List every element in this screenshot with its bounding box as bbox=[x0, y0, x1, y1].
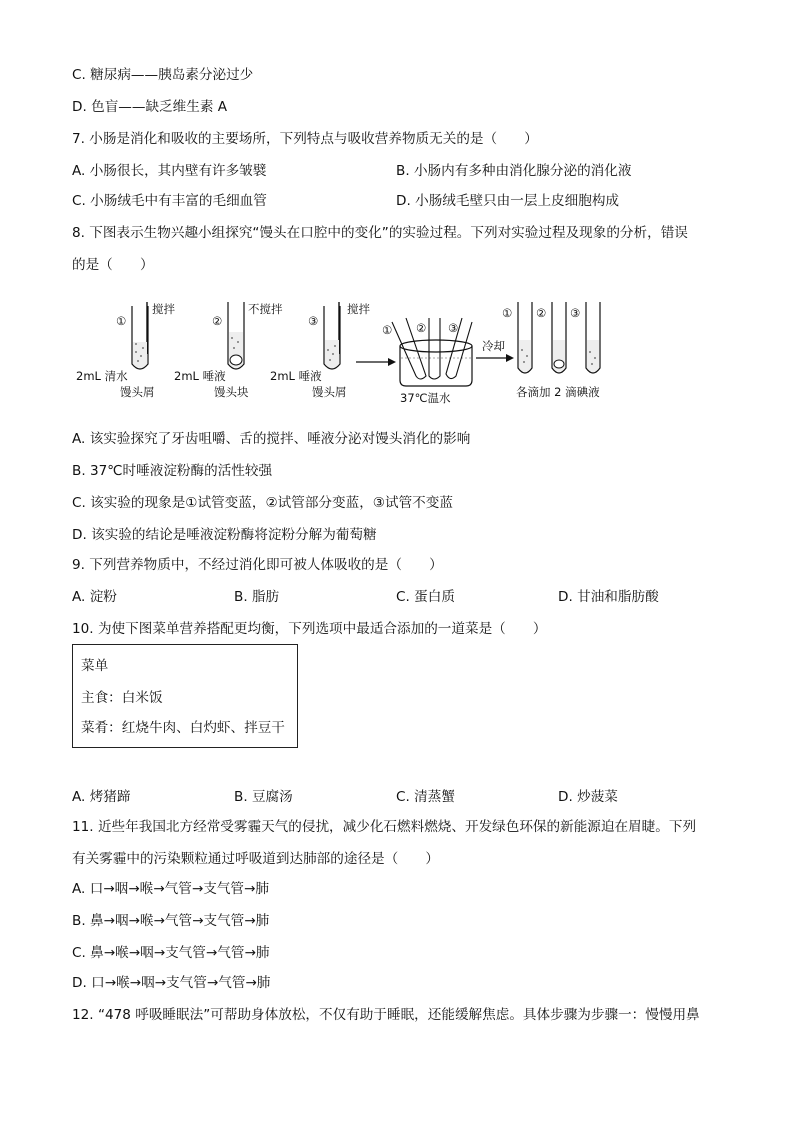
q11-option-c: C. 鼻→喉→咽→支气管→气管→肺 bbox=[72, 945, 270, 961]
q10-option-a: A. 烤猪蹄 bbox=[72, 789, 131, 805]
q10-stem: 10. 为使下图菜单营养搭配更均衡，下列选项中最适合添加的一道菜是（ ） bbox=[72, 621, 547, 637]
tube-2-liquid: 2mL 唾液 bbox=[174, 369, 226, 383]
water-bath bbox=[382, 318, 472, 405]
tube-2-action: 不搅拌 bbox=[248, 302, 283, 316]
q8-option-d: D. 该实验的结论是唾液淀粉酶将淀粉分解为葡萄糖 bbox=[72, 527, 377, 543]
tube-3-liquid: 2mL 唾液 bbox=[270, 369, 322, 383]
q10-option-d: D. 炒菠菜 bbox=[558, 789, 618, 805]
q6-option-d: D. 色盲——缺乏维生素 A bbox=[72, 99, 228, 115]
q11-stem-line-2: 有关雾霾中的污染颗粒通过呼吸道到达肺部的途径是（ ） bbox=[72, 851, 440, 867]
tube-1-action: 搅拌 bbox=[152, 302, 175, 316]
final-tube-1-number: ① bbox=[502, 306, 513, 320]
cool-label: 冷却 bbox=[482, 339, 505, 353]
tube-1-number: ① bbox=[116, 314, 127, 328]
q9-option-b: B. 脂肪 bbox=[234, 589, 280, 605]
tube-1-food: 馒头屑 bbox=[120, 385, 155, 399]
iodine-label: 各滴加 2 滴碘液 bbox=[516, 385, 600, 399]
q8-stem-line-2: 的是（ ） bbox=[72, 257, 154, 273]
bath-tube-2-number: ② bbox=[416, 321, 427, 335]
q8-option-c: C. 该实验的现象是①试管变蓝，②试管部分变蓝，③试管不变蓝 bbox=[72, 495, 453, 511]
q9-option-d: D. 甘油和脂肪酸 bbox=[558, 589, 659, 605]
final-tube-3-number: ③ bbox=[570, 306, 581, 320]
q10-option-b: B. 豆腐汤 bbox=[234, 789, 293, 805]
q11-stem-line-1: 11. 近些年我国北方经常受雾霾天气的侵扰，减少化石燃料燃烧、开发绿色环保的新能源迫在眉睫。下列 bbox=[72, 819, 697, 835]
final-tubes bbox=[502, 302, 600, 399]
menu-staple: 主食：白米饭 bbox=[81, 690, 163, 706]
tube-1 bbox=[76, 302, 175, 399]
q8-stem-line-1: 8. 下图表示生物兴趣小组探究“馒头在口腔中的变化”的实验过程。下列对实验过程及现象的分析，错误 bbox=[72, 225, 688, 241]
tube-2 bbox=[174, 302, 283, 399]
menu-box bbox=[72, 644, 298, 748]
q6-option-c: C. 糖尿病——胰岛素分泌过少 bbox=[72, 67, 254, 83]
bath-tube-1-number: ① bbox=[382, 323, 393, 337]
q7-option-c: C. 小肠绒毛中有丰富的毛细血管 bbox=[72, 193, 267, 209]
menu-dishes: 菜肴：红烧牛肉、白灼虾、拌豆干 bbox=[81, 720, 285, 736]
q8-experiment-figure bbox=[70, 296, 640, 414]
tube-2-food: 馒头块 bbox=[214, 385, 249, 399]
bath-label: 37℃温水 bbox=[400, 391, 451, 405]
q8-option-b: B. 37℃时唾液淀粉酶的活性较强 bbox=[72, 463, 273, 479]
tube-3 bbox=[270, 302, 370, 399]
tube-2-number: ② bbox=[212, 314, 223, 328]
q11-option-b: B. 鼻→咽→喉→气管→支气管→肺 bbox=[72, 913, 270, 929]
menu-title: 菜单 bbox=[81, 658, 109, 674]
q9-stem: 9. 下列营养物质中，不经过消化即可被人体吸收的是（ ） bbox=[72, 557, 443, 573]
q8-option-a: A. 该实验探究了牙齿咀嚼、舌的搅拌、唾液分泌对馒头消化的影响 bbox=[72, 431, 471, 447]
q10-option-c: C. 清蒸蟹 bbox=[396, 789, 455, 805]
tube-1-liquid: 2mL 清水 bbox=[76, 369, 128, 383]
tube-3-action: 搅拌 bbox=[347, 302, 370, 316]
q11-option-d: D. 口→喉→咽→支气管→气管→肺 bbox=[72, 975, 271, 991]
q7-stem: 7. 小肠是消化和吸收的主要场所，下列特点与吸收营养物质无关的是（ ） bbox=[72, 131, 538, 147]
tube-3-number: ③ bbox=[308, 314, 319, 328]
q9-option-a: A. 淀粉 bbox=[72, 589, 117, 605]
tube-3-food: 馒头屑 bbox=[312, 385, 347, 399]
final-tube-2-number: ② bbox=[536, 306, 547, 320]
q7-option-d: D. 小肠绒毛壁只由一层上皮细胞构成 bbox=[396, 193, 620, 209]
q9-option-c: C. 蛋白质 bbox=[396, 589, 455, 605]
q7-option-b: B. 小肠内有多种由消化腺分泌的消化液 bbox=[396, 163, 632, 179]
q12-stem: 12. “478 呼吸睡眠法”可帮助身体放松，不仅有助于睡眠，还能缓解焦虑。具体步骤为步骤一：慢慢用鼻 bbox=[72, 1007, 700, 1023]
q7-option-a: A. 小肠很长，其内壁有许多皱襞 bbox=[72, 163, 267, 179]
q11-option-a: A. 口→咽→喉→气管→支气管→肺 bbox=[72, 881, 269, 897]
bath-tube-3-number: ③ bbox=[448, 321, 459, 335]
